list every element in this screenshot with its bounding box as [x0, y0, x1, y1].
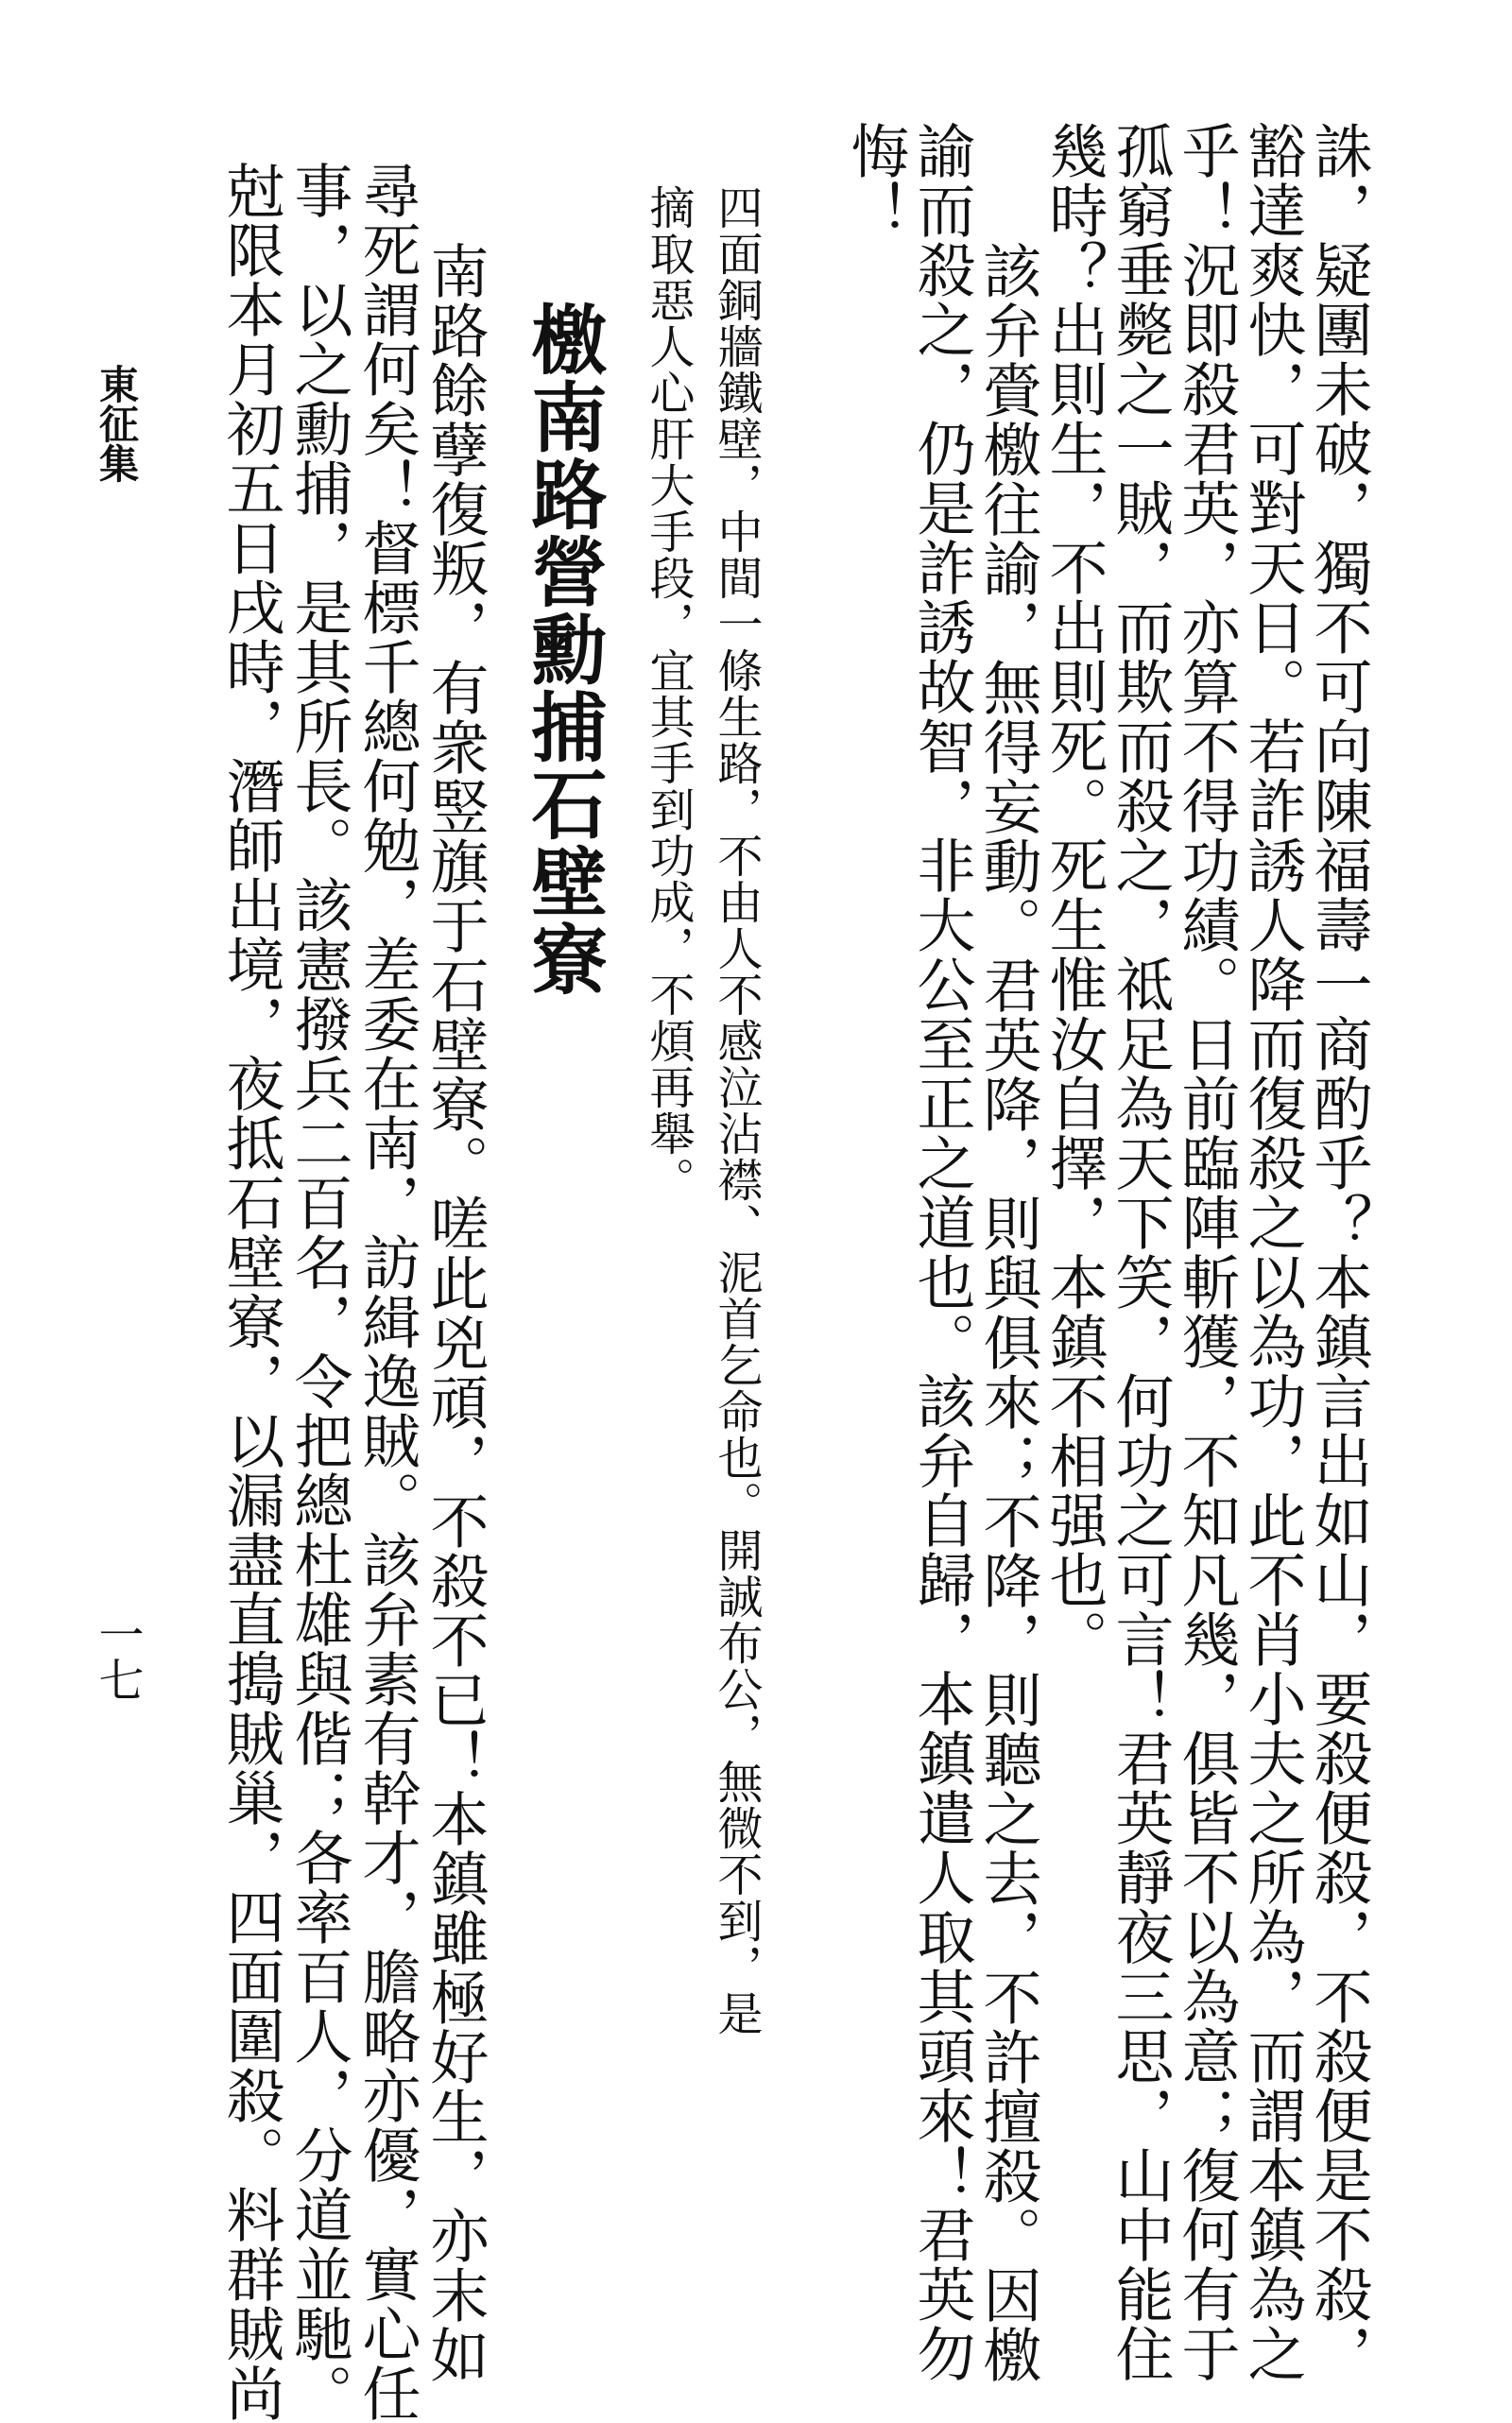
text-column: 該弁賫檄往諭，無得妄動。君英降，則與俱來；不降，則聽之去，不許擅殺。因檄: [973, 241, 1042, 2384]
commentary-column: 四面銅牆鐵壁，中間一條生路，不由人不感泣沾襟、泥首乞命也。開誠布公，無微不到，是: [710, 184, 763, 2036]
page-number: 一七: [91, 1611, 144, 1702]
text-column: 幾時？出則生，不出則死。死生惟汝自擇，本鎮不相强也。: [1040, 121, 1108, 1669]
text-column: 尅限本月初五日戌時，潛師出境，夜抵石壁寮，以漏盡直搗賊巢，四面圍殺。料群賊尚: [216, 161, 285, 2423]
text-column: 事，以之勳捕，是其所長。該憲撥兵二百名，令把總杜雄與偕；各率百人，分道並馳。: [284, 161, 353, 2423]
text-column: 乎！況即殺君英，亦算不得功績。日前臨陣斬獲，不知凡幾，俱皆不以為意；復何有于: [1172, 121, 1241, 2383]
text-column: 誅，疑團未破，獨不可向陳福壽一商酌乎？本鎮言出如山，要殺便殺，不殺便是不殺，: [1304, 121, 1373, 2383]
text-column: 諭而殺之，仍是詐誘故智，非大公至正之道也。該弁自歸，本鎮遣人取其頭來！君英勿: [907, 121, 976, 2383]
section-title: 檄南路營勳捕石壁寮: [519, 301, 608, 998]
text-column: 悔！: [841, 121, 910, 240]
commentary-column: 摘取惡人心肝大手段，宜其手到功成，不煩再舉。: [642, 184, 695, 1203]
text-column: 南路餘孽復叛，有衆竪旗于石壁寮。嗟此兇頑，不殺不已！本鎮雖極好生，亦末如: [421, 241, 490, 2384]
text-column: 豁達爽快，可對天日。若詐誘人降而復殺之以為功，此不肖小夫之所為，而謂本鎮為之: [1238, 121, 1307, 2383]
running-head: 東征集: [94, 364, 140, 483]
text-column: 孤窮垂斃之一賊，而欺而殺之，祗足為天下笑，何功之可言！君英靜夜三思，山中能住: [1106, 121, 1175, 2383]
text-column: 尋死謂何矣！督標千總何勉，差委在南，訪緝逸賊。該弁素有幹才，膽略亦優，實心任: [352, 161, 421, 2423]
